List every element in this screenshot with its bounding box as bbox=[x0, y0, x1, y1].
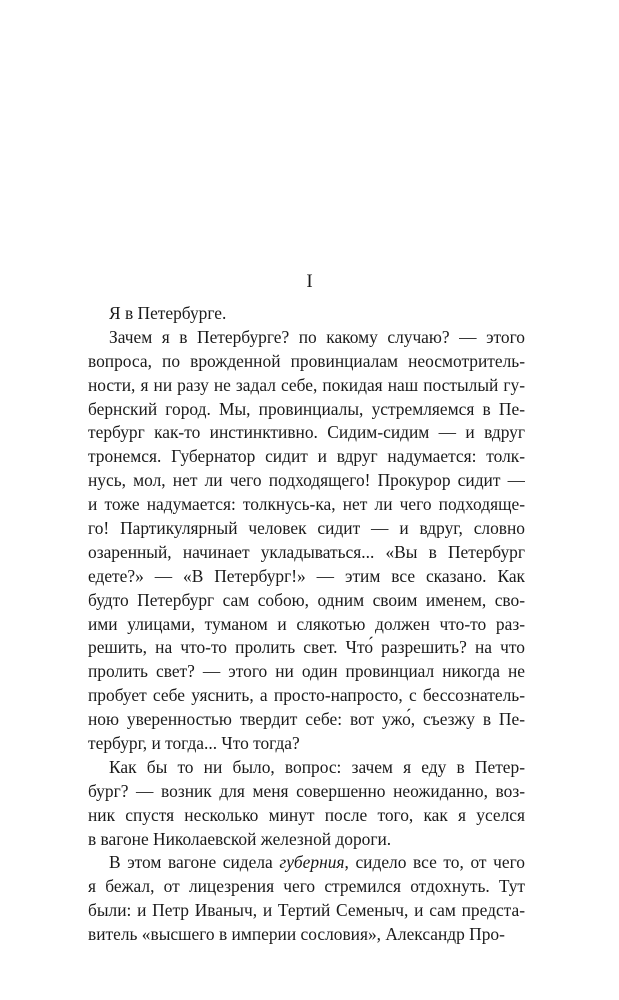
text-line: бернский город. Мы, провинциалы, устремляемся в Пе- bbox=[88, 398, 525, 419]
paragraph bbox=[88, 756, 525, 852]
text-line: ною уверенностью твердит себе: вот ужо́, съезжу в Пе- bbox=[88, 709, 525, 730]
text-line: были: и Петр Иваныч, и Тертий Семеныч, и сам предста- bbox=[88, 900, 525, 921]
text-line: ности, я ни разу не задал себе, покидая наш постылый гу- bbox=[88, 374, 525, 395]
text-line: В этом вагоне сидела губерния, сидело все то, от чего bbox=[109, 852, 525, 873]
text-line: решить, на что-то пролить свет. Что́ разрешить? на что bbox=[88, 637, 525, 658]
text-line: тербург, и тогда... Что тогда? bbox=[88, 733, 300, 754]
text-line: тербург как-то инстинктивно. Сидим-сидим — и вдруг bbox=[88, 422, 525, 443]
text-line: пролить свет? — этого ни один провинциал никогда не bbox=[88, 661, 525, 682]
body-text bbox=[88, 302, 525, 947]
text-line: пробует себе уяснить, а просто-напросто, с бессознатель- bbox=[88, 685, 525, 706]
text-line: Зачем я в Петербурге? по какому случаю? — этого bbox=[109, 326, 525, 347]
text-line: в вагоне Николаевской железной дороги. bbox=[88, 828, 392, 849]
paragraph bbox=[88, 302, 525, 326]
text-line: и тоже надумается: толкнусь-ка, нет ли чего подходяще- bbox=[88, 494, 525, 515]
text-line: Я в Петербурге. bbox=[109, 303, 227, 323]
text-line: ник спустя несколько минут после того, как я уселся bbox=[88, 804, 525, 825]
text-line: бург? — возник для меня совершенно неожиданно, воз- bbox=[88, 780, 525, 801]
text-line: вопроса, по врожденной провинциалам неосмотритель- bbox=[88, 350, 525, 371]
text-line: озаренный, начинает укладываться... «Вы в Петербург bbox=[88, 541, 525, 562]
text-line: едете?» — «В Петербург!» — этим все сказано. Как bbox=[88, 565, 525, 586]
text-line: нусь, мол, нет ли чего подходящего! Прокурор сидит — bbox=[88, 470, 525, 491]
text-line: Как бы то ни было, вопрос: зачем я еду в Петер- bbox=[109, 756, 525, 777]
text-line: будто Петербург сам собою, одним своим именем, сво- bbox=[88, 589, 525, 610]
text-line: я бежал, от лицезрения чего стремился отдохнуть. Тут bbox=[88, 876, 525, 897]
text-line: тронемся. Губернатор сидит и вдруг надумается: толк- bbox=[88, 446, 525, 467]
text-line: го! Партикулярный человек сидит — и вдруг, словно bbox=[88, 518, 525, 539]
text-line: ими улицами, туманом и слякотью должен что-то раз- bbox=[88, 613, 525, 634]
paragraph bbox=[88, 326, 525, 756]
paragraph bbox=[88, 851, 525, 947]
text-line: витель «высшего в империи сословия», Александр Про- bbox=[88, 924, 505, 945]
chapter-numeral: I bbox=[306, 271, 313, 292]
emphasized-word: губерния bbox=[279, 852, 345, 873]
